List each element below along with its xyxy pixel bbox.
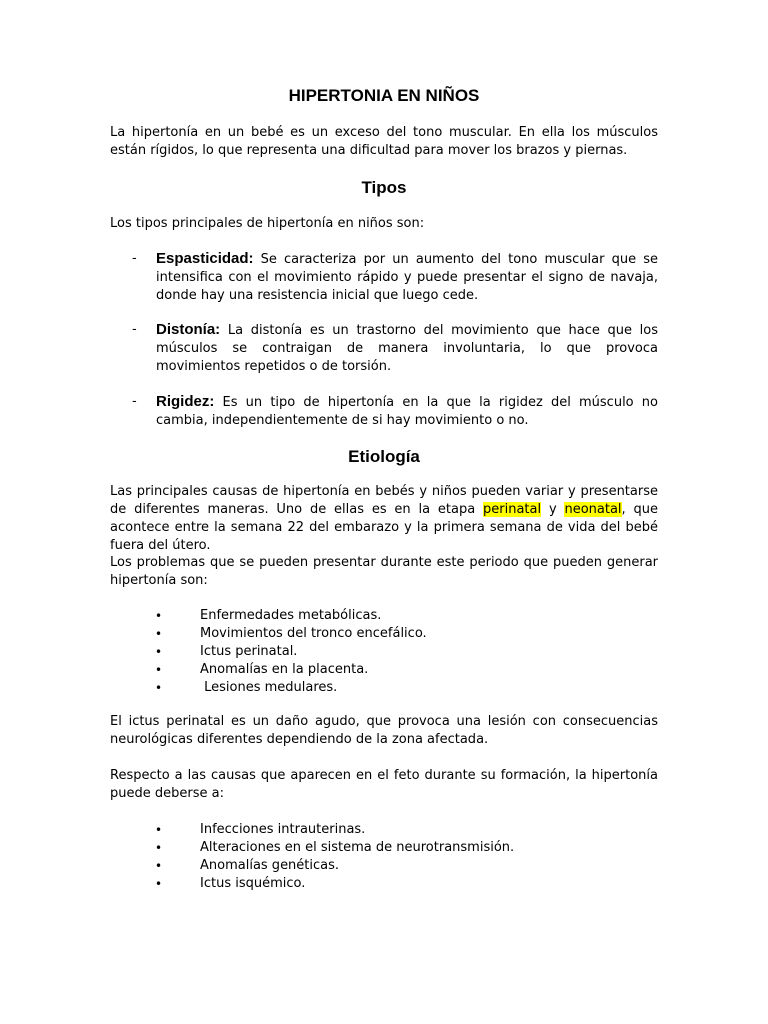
etiologia-text-a: Las principales causas de hipertonía en bebés y niños pueden variar y presentarse de diferentes maneras. Uno de ellas es en la etapa (110, 484, 658, 517)
dash-marker: - (132, 251, 137, 266)
etiologia-paragraph-1 (110, 483, 658, 555)
bullet-icon: • (155, 681, 163, 695)
section-heading-etiologia: Etiología (348, 447, 420, 466)
tipos-lead-paragraph: Los tipos principales de hipertonía en niños son: (110, 216, 425, 231)
intro-paragraph: La hipertonía en un bebé es un exceso del tono muscular. En ella los músculos están rígidos, lo que representa una dificultad para mover los brazos y piernas. (110, 125, 658, 158)
bullet-icon: • (155, 823, 163, 837)
bullet-icon: • (155, 663, 163, 677)
tipo-term: Distonía: (156, 321, 221, 338)
tipo-term: Espasticidad: (156, 250, 254, 267)
bullet-icon: • (155, 609, 163, 623)
bullet-icon: • (155, 841, 163, 855)
etiologia-paragraph-3: El ictus perinatal es un daño agudo, que provoca una lesión con consecuencias neurológicas diferentes dependiendo de la zona afectada. (110, 714, 658, 747)
highlight-perinatal: perinatal (483, 502, 542, 517)
document-page: HIPERTONIA EN NIÑOS La hipertonía en un bebé es un exceso del tono muscular. En ella los músculos están rígidos, lo que representa una dificultad para mover los brazos y piernas. Tipos Los tipos principales de hipertonía en niños son: - Espasticidad: Se caracteriza por un aumento del tono muscular que se intensifica con el movimiento rápido y puede presentar el signo de navaja, donde hay una resistencia inicial que luego cede. - Distonía: La distonía es un trastorno del movimiento que hace que los músculos se contraigan de manera involuntaria, lo que provoca movimientos repetidos o de torsión. - Rigidez: Es un tipo de hipertonía en la que la rigidez del músculo no cambia, independientemente de si hay movimiento o no. Etiología Las principales causas de hipertonía en bebés y niños pueden variar y presentarse de diferentes maneras. Uno de ellas es en la etapa perinatal y neonatal, que acontece entre la semana 22 del embarazo y la primera semana de vida del bebé fuera del útero. Los problemas que se pueden presentar durante este periodo que pueden generar hipertonía son: • Enfermedades metabólicas. • Movimientos del tronco encefálico. • Ictus perinatal. • Anomalías en la placenta. • Lesiones medulares. El ictus perinatal es un daño agudo, que provoca una lesión con consecuencias neurológicas diferentes dependiendo de la zona afectada. Respecto a las causas que aparecen en el feto durante su formación, la hipertonía puede deberse a: • Infecciones intrauterinas. • Alteraciones en el sistema de neurotransmisión. • Anomalías genéticas. • Ictus isquémico. (0, 0, 768, 1024)
document-title: HIPERTONIA EN NIÑOS (288, 86, 480, 105)
section-heading-tipos: Tipos (361, 178, 407, 197)
tipo-description: Es un tipo de hipertonía en la que la rigidez del músculo no cambia, independientemente de si hay movimiento o no. (156, 395, 658, 428)
tipo-term: Rigidez: (156, 393, 215, 410)
tipo-item-body (156, 321, 658, 376)
etiologia-text-b: y (541, 502, 565, 517)
tipo-description: Se caracteriza por un aumento del tono muscular que se intensifica con el movimiento rápido y puede presentar el signo de navaja, donde hay una resistencia inicial que luego cede. (156, 252, 658, 303)
bullet-icon: • (155, 645, 163, 659)
etiologia-text-c: , que acontece entre la semana 22 del embarazo y la primera semana de vida del bebé fuera del útero. (110, 502, 658, 553)
tipo-item-body (156, 393, 658, 430)
etiologia-paragraph-4: Respecto a las causas que aparecen en el feto durante su formación, la hipertonía puede deberse a: (110, 768, 658, 801)
dash-marker: - (132, 394, 137, 409)
dash-marker: - (132, 322, 137, 337)
bullet-icon: • (155, 627, 163, 641)
bullet-icon: • (155, 859, 163, 873)
tipo-item-body (156, 250, 658, 305)
highlight-neonatal: neonatal (564, 502, 622, 517)
etiologia-paragraph-2: Los problemas que se pueden presentar durante este periodo que pueden generar hipertonía son: (110, 555, 658, 588)
tipo-description: La distonía es un trastorno del movimiento que hace que los músculos se contraigan de manera involuntaria, lo que provoca movimientos repetidos o de torsión. (156, 323, 658, 374)
bullet-icon: • (155, 877, 163, 891)
